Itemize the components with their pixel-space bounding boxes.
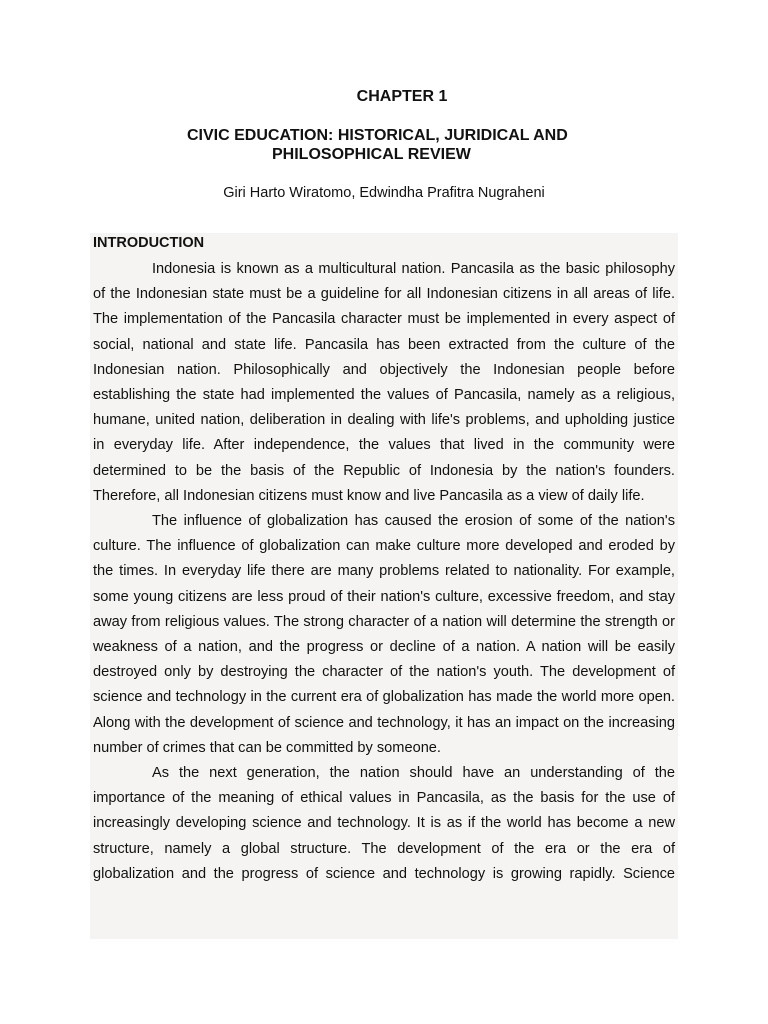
chapter-title [187, 126, 627, 164]
chapter-title-line-2: PHILOSOPHICAL REVIEW [272, 146, 471, 163]
paragraph-3: As the next generation, the nation should have an understanding of the importance of the meaning of ethical values in Pancasila, as the basis for the use of increasingly developing science and technology. It is as if the world has become a new structure, namely a global structure. The development of the era or the era of globalization and the progress of science and technology is growing rapidly. Science [93, 765, 675, 882]
chapter-label: CHAPTER 1 [356, 88, 448, 105]
body-text [93, 257, 675, 887]
paragraph-1: Indonesia is known as a multicultural nation. Pancasila as the basic philosophy of the Indonesian state must be a guideline for all Indonesian citizens in all areas of life. The implementation of the Pancasila character must be implemented in every aspect of social, national and state life. Pancasila has been extracted from the culture of the Indonesian nation. Philosophically and objectively the Indonesian people before establishing the state had implemented the values of Pancasila, namely as a religious, humane, united nation, deliberation in dealing with life's problems, and upholding justice in everyday life. After independence, the values that lived in the community were determined to be the basis of the Republic of Indonesia by the nation's founders. Therefore, all Indonesian citizens must know and live Pancasila as a view of daily life. [93, 261, 675, 504]
section-heading: INTRODUCTION [93, 235, 205, 251]
authors: Giri Harto Wiratomo, Edwindha Prafitra Nugraheni [223, 185, 545, 201]
paragraph-2: The influence of globalization has caused the erosion of some of the nation's culture. The influence of globalization can make culture more developed and eroded by the times. In everyday life there are many problems related to nationality. For example, some young citizens are less proud of their nation's culture, excessive freedom, and stay away from religious values. The strong character of a nation will determine the strength or weakness of a nation, and the progress or decline of a nation. A nation will be easily destroyed only by destroying the character of the nation's youth. The development of science and technology in the current era of globalization has made the world more open. Along with the development of science and technology, it has an impact on the increasing number of crimes that can be committed by someone. [93, 513, 675, 756]
chapter-title-line-1: CIVIC EDUCATION: HISTORICAL, JURIDICAL AND [187, 127, 568, 144]
